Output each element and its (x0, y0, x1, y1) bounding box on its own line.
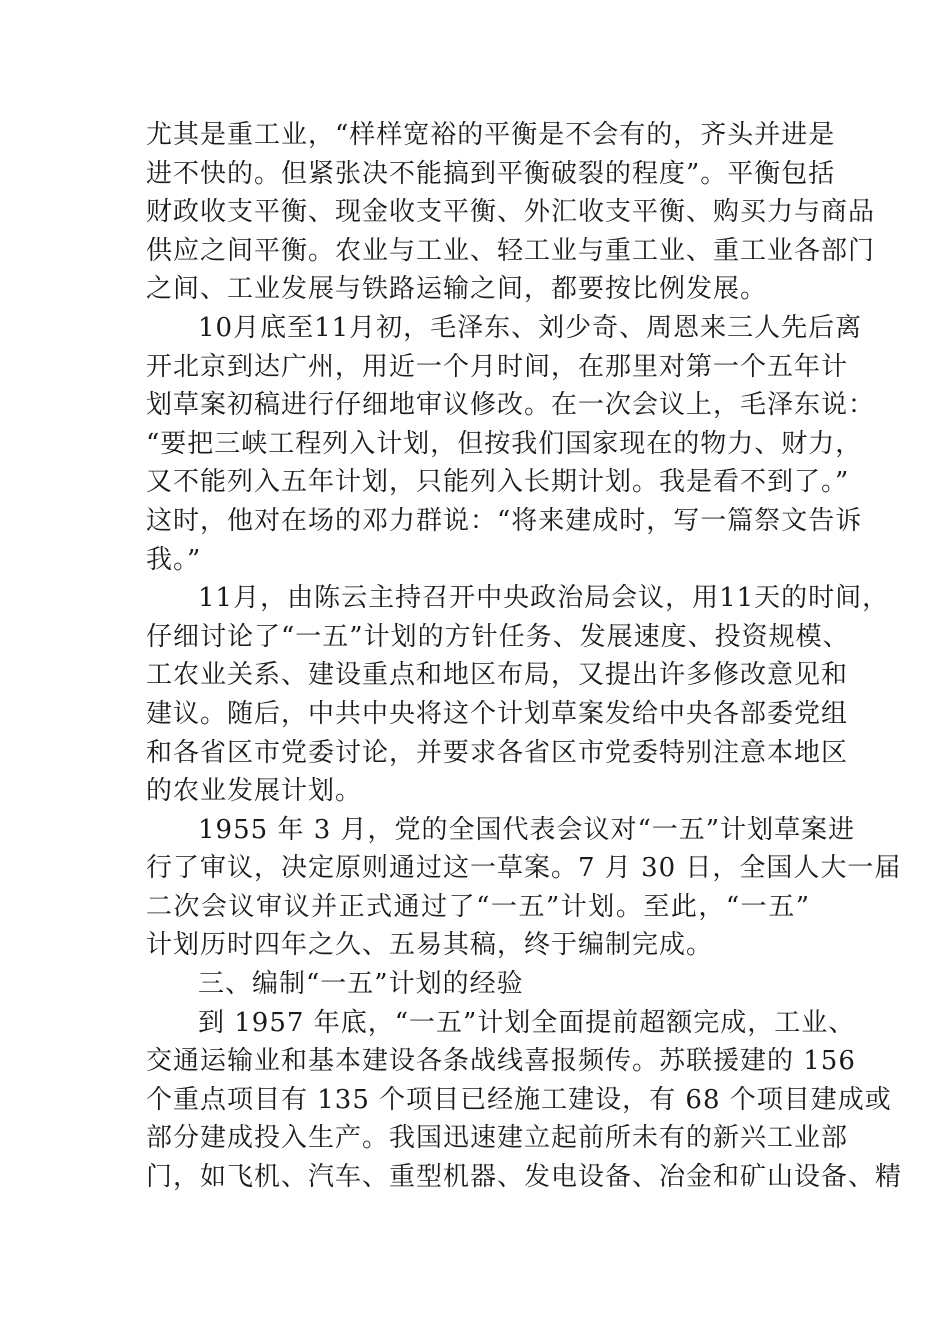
text-line: 门，如飞机、汽车、重型机器、发电设备、冶金和矿山设备、精 (146, 1162, 903, 1193)
text-line: 二次会议审议并正式通过了“一五”计划。至此，“一五” (146, 891, 810, 922)
text-line: 10月底至11月初，毛泽东、刘少奇、周恩来三人先后离 (198, 312, 863, 343)
text-line: 建议。随后，中共中央将这个计划草案发给中央各部委党组 (146, 698, 849, 729)
text-line: 进不快的。但紧张决不能搞到平衡破裂的程度”。平衡包括 (146, 158, 836, 189)
text-line: 交通运输业和基本建设各条战线喜报频传。苏联援建的 156 (146, 1046, 856, 1077)
text-line: 1955 年 3 月，党的全国代表会议对“一五”计划草案进 (198, 814, 856, 845)
text-line: 计划历时四年之久、五易其稿，终于编制完成。 (146, 930, 714, 961)
text-line: 划草案初稿进行仔细地审议修改。在一次会议上，毛泽东说： (146, 390, 876, 421)
text-line: 的农业发展计划。 (146, 776, 363, 807)
text-line: 仔细讨论了“一五”计划的方针任务、发展速度、投资规模、 (146, 621, 850, 652)
text-line: 供应之间平衡。农业与工业、轻工业与重工业、重工业各部门 (146, 235, 876, 266)
text-line: 和各省区市党委讨论，并要求各省区市党委特别注意本地区 (146, 737, 849, 768)
text-line: 三、编制“一五”计划的经验 (198, 969, 524, 1000)
text-line: 我。” (146, 544, 202, 575)
text-line: 尤其是重工业，“样样宽裕的平衡是不会有的，齐头并进是 (146, 120, 836, 150)
text-line: 工农业关系、建设重点和地区布局，又提出许多修改意见和 (146, 660, 849, 691)
text-line: 又不能列入五年计划，只能列入长期计划。我是看不到了。” (146, 467, 850, 498)
text-line: 这时，他对在场的邓力群说：“将来建成时，写一篇祭文告诉 (146, 505, 863, 536)
text-line: 部分建成投入生产。我国迅速建立起前所未有的新兴工业部 (146, 1123, 849, 1154)
text-line: 开北京到达广州，用近一个月时间，在那里对第一个五年计 (146, 351, 849, 382)
text-line: 财政收支平衡、现金收支平衡、外汇收支平衡、购买力与商品 (146, 197, 876, 228)
text-line: 个重点项目有 135 个项目已经施工建设，有 68 个项目建成或 (146, 1084, 892, 1115)
text-line: 之间、工业发展与铁路运输之间，都要按比例发展。 (146, 274, 768, 305)
document-body (146, 116, 903, 1197)
text-line: 到 1957 年底，“一五”计划全面提前超额完成，工业、 (198, 1007, 856, 1038)
text-line: 行了审议，决定原则通过这一草案。7 月 30 日，全国人大一届 (146, 853, 902, 884)
text-line: 11月，由陈云主持召开中央政治局会议，用11天的时间， (198, 583, 890, 614)
text-line: “要把三峡工程列入计划，但按我们国家现在的物力、财力， (146, 428, 863, 459)
